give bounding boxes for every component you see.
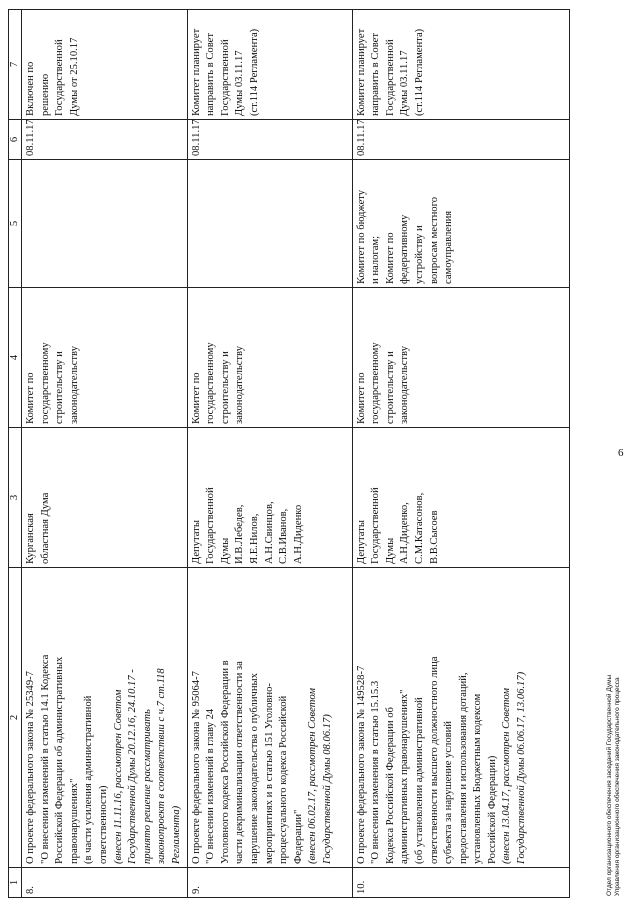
status-line: Государственной (219, 39, 231, 116)
project-note-line: (внесен 13.04.17, рассмотрен Советом (501, 688, 513, 864)
project-description-line: нарушение законодательства о публичных (248, 673, 260, 864)
project-description-line: О проекте федерального закона № 25349-7 (25, 671, 36, 864)
author-line: Курганская (25, 513, 36, 564)
project-description-line: процессуального кодекса Российской (278, 695, 290, 864)
project-description-line: О проекте федерального закона № 149528-7 (355, 665, 367, 864)
responsible-committee-line: законодательству (399, 346, 411, 424)
project-note-line: Государственной Думы 06.06.17, 13.06.17) (516, 671, 528, 864)
project-note-line: законопроект в соответствии с ч.7 ст.118 (156, 668, 168, 864)
author-line: С.М.Катасонов, (413, 492, 425, 564)
project-description-line: "О внесении изменений в главу 24 (205, 708, 217, 864)
project-note-line: Государственной Думы 08.06.17) (321, 714, 333, 864)
col-header-5: 5 (9, 160, 22, 288)
col-header-6: 6 (9, 120, 22, 160)
project-description-line: "О внесении изменения в статью 15.15.3 (370, 680, 382, 864)
date: 08.11.17 (22, 120, 188, 160)
project-description-line: Российской Федерации) (486, 755, 498, 864)
responsible-committee-line: строительству и (54, 351, 66, 424)
co-committee-line: устройству и (413, 225, 425, 284)
col-header-7: 7 (9, 10, 22, 120)
status-line: Комитет планирует (190, 28, 202, 116)
responsible-committee-line: государственному (370, 342, 382, 424)
co-committee-line: Комитет по бюджету (355, 189, 367, 284)
author-line: И.В.Лебедев, (234, 504, 246, 564)
co-committee (352, 160, 569, 288)
project-note-line: принято решение рассматривать (141, 709, 153, 864)
co-committee-line: вопросам местного (428, 197, 440, 284)
footer-line-1: Отдел организационного обеспечения заседаний Государственной Думы (606, 674, 613, 896)
project-description-line: мероприятиях и в статью 151 Уголовно- (263, 683, 275, 864)
status-line: Думы 03.11.17 (234, 50, 246, 116)
project-description-line: "О внесении изменений в статью 14.1 Кодекса (39, 654, 51, 864)
status-line: (ст.114 Регламента) (413, 28, 425, 116)
col-header-3: 3 (9, 428, 22, 568)
date: 08.11.17 (352, 120, 569, 160)
author-line: Думы (219, 537, 231, 564)
status-line: Думы 03.11.17 (399, 50, 411, 116)
status-line: Думы от 25.10.17 (68, 37, 80, 116)
author-line: А.Н.Диденко (292, 504, 304, 564)
project-description-line: Федерации" (292, 809, 304, 864)
table-row (352, 10, 569, 898)
status-line: Государственной (384, 39, 396, 116)
project-description-line: Российской Федерации об административных (54, 656, 66, 864)
status (187, 10, 352, 120)
project-description-line: установленных Бюджетным кодексом (472, 693, 484, 864)
author-line: Государственной (205, 487, 217, 564)
co-committee-line: Комитет по (384, 232, 396, 284)
project-description-line: (об установлении административной (413, 697, 425, 864)
responsible-committee-line: Комитет по (355, 372, 367, 424)
author-line: А.Н.Свинцов, (263, 501, 275, 564)
author-line: Депутаты (355, 520, 367, 564)
author (187, 428, 352, 568)
row-number: 10. (352, 868, 569, 898)
co-committee-line: и налогам; (370, 235, 382, 284)
author-line: А.Н.Диденко, (399, 502, 411, 564)
status (22, 10, 188, 120)
author-line: В.В.Сысоев (428, 510, 440, 564)
page-number: 6 (618, 447, 624, 459)
author (22, 428, 188, 568)
project-description-line: части декриминализации ответственности за (234, 661, 246, 864)
responsible-committee-line: Комитет по (190, 372, 202, 424)
status-line: Включен по (25, 61, 36, 116)
status-line: Комитет планирует (355, 28, 367, 116)
responsible-committee (352, 288, 569, 428)
project-note-line: Регламента) (170, 805, 182, 864)
responsible-committee-line: строительству и (219, 351, 231, 424)
author-line: Государственной (370, 487, 382, 564)
responsible-committee-line: государственному (39, 342, 51, 424)
col-header-4: 4 (9, 288, 22, 428)
author-line: Я.Е.Нилов, (248, 513, 260, 564)
project-description-line: ответственности высшего должностного лица (428, 656, 440, 864)
project-description-line: Уголовного кодекса Российской Федерации в (219, 660, 231, 864)
responsible-committee-line: строительству и (384, 351, 396, 424)
author (352, 428, 569, 568)
project-description (352, 568, 569, 868)
co-committee (22, 160, 188, 288)
project-description-line: субъекта за нарушение условий (443, 721, 455, 864)
project-description-line: правонарушениях" (68, 778, 80, 864)
co-committee-line: самоуправления (443, 210, 455, 284)
responsible-committee-line: законодательству (234, 346, 246, 424)
col-header-2: 2 (9, 568, 22, 868)
author-line: областная Дума (39, 492, 51, 564)
status-line: Государственной (54, 39, 66, 116)
project-note-line: Государственной Думы 20.12.16, 24.10.17 - (127, 669, 139, 864)
responsible-committee-line: Комитет по (25, 372, 36, 424)
project-description-line: О проекте федерального закона № 95064-7 (190, 671, 202, 864)
row-number: 8. (22, 868, 188, 898)
status-line: направить в Совет (370, 33, 382, 116)
footer-line-2: Управления организационного обеспечения законодательного процесса (614, 677, 621, 896)
table-row (22, 10, 188, 898)
responsible-committee-line: законодательству (68, 346, 80, 424)
author-line: Депутаты (190, 520, 202, 564)
project-description-line: (в части усиления административной (83, 695, 95, 864)
status-line: направить в Совет (205, 33, 217, 116)
agenda-table (8, 28, 640, 898)
header-row (9, 10, 22, 898)
status (352, 10, 569, 120)
project-description (187, 568, 352, 868)
project-description-line: административных правонарушениях" (399, 689, 411, 864)
status-line: (ст.114 Регламента) (248, 28, 260, 116)
project-description (22, 568, 188, 868)
table-row (187, 10, 352, 898)
co-committee (187, 160, 352, 288)
responsible-committee (22, 288, 188, 428)
project-note-line: (внесен 06.02.17, рассмотрен Советом (307, 688, 319, 864)
project-note-line: (внесен 11.11.16, рассмотрен Советом (112, 689, 124, 864)
project-description-line: ответственности) (97, 785, 109, 864)
row-number: 9. (187, 868, 352, 898)
responsible-committee (187, 288, 352, 428)
status-line: решению (39, 73, 51, 116)
project-description-line: Кодекса Российской Федерации об (384, 707, 396, 864)
col-header-1: 1 (9, 868, 22, 898)
footer (606, 675, 622, 896)
responsible-committee-line: государственному (205, 342, 217, 424)
author-line: Думы (384, 537, 396, 564)
co-committee-line: федеративному (399, 214, 411, 284)
project-description-line: предоставления и использования дотаций, (457, 672, 469, 864)
date: 08.11.17 (187, 120, 352, 160)
author-line: С.В.Иванов, (278, 508, 290, 564)
